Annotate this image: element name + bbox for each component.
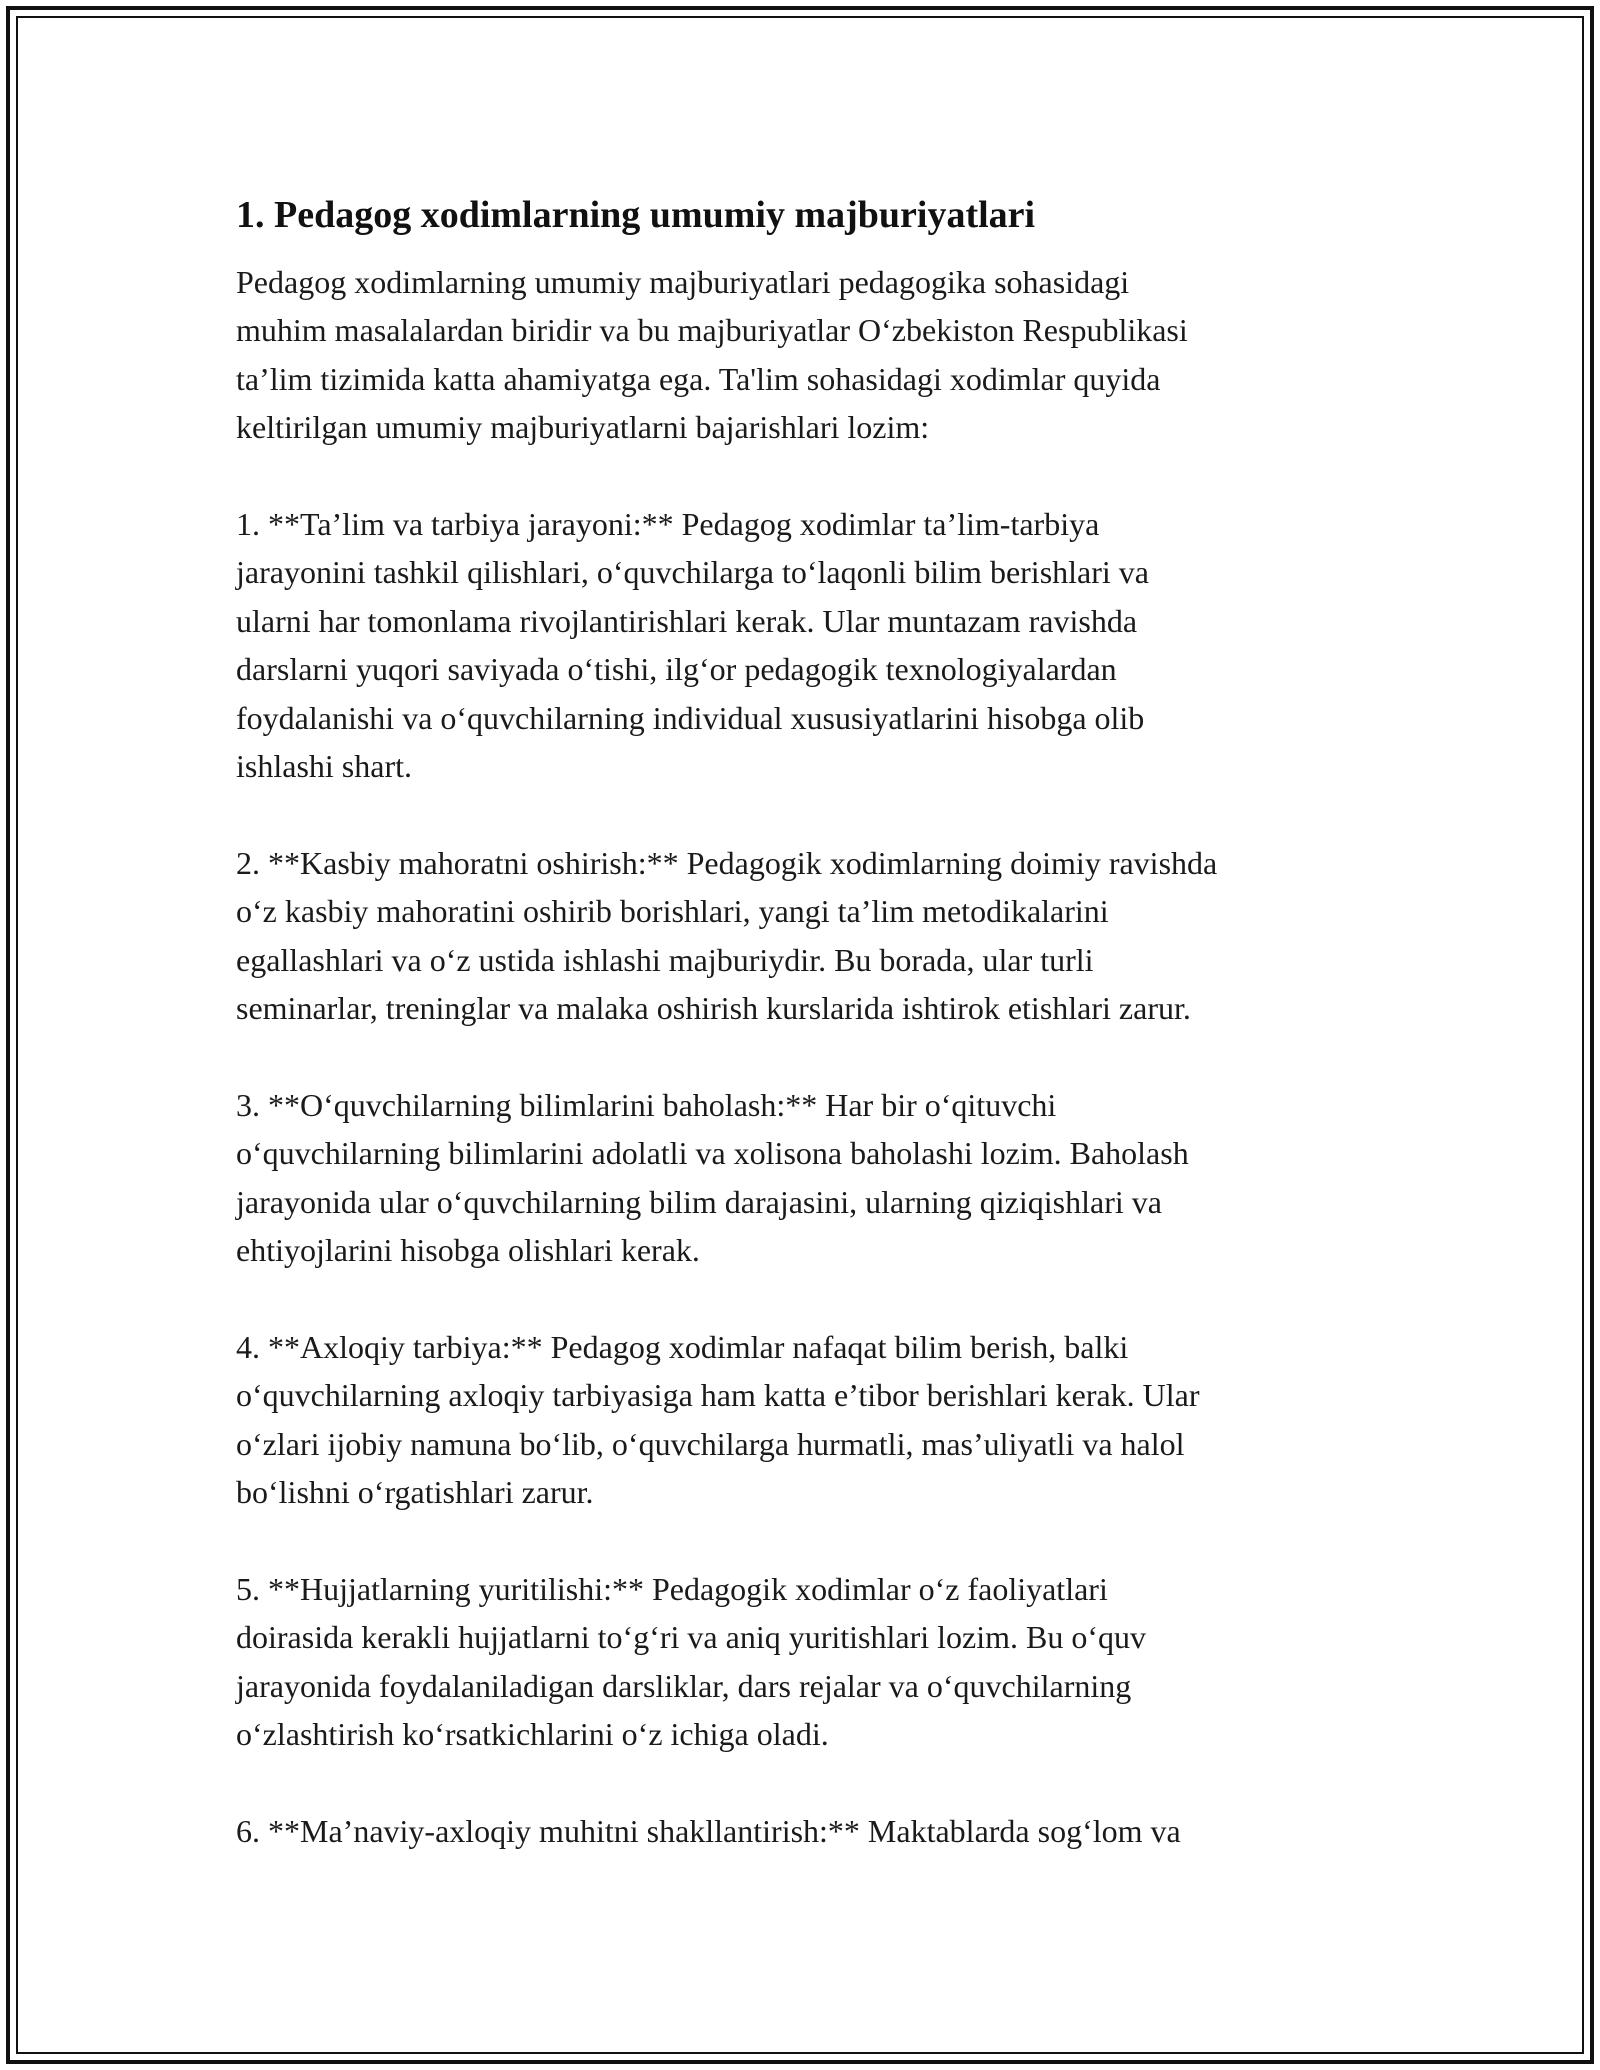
section-item-5: 5. **Hujjatlarning yuritilishi:** Pedagogik xodimlar o‘z faoliyatlari doirasida kerakli hujjatlarni to‘g‘ri va aniq yuritishlari lozim. Bu o‘quv jarayonida foydalaniladigan darsliklar, dars rejalar va o‘quvchilarning o‘zlashtirish ko‘rsatkichlarini o‘z ichiga oladi.: [236, 1570, 1146, 1753]
section-item-4: 4. **Axloqiy tarbiya:** Pedagog xodimlar nafaqat bilim berish, balki o‘quvchilarning axloqiy tarbiyasiga ham katta e’tibor berishlari kerak. Ular o‘zlari ijobiy namuna bo‘lib, o‘quvchilarga hurmatli, mas’uliyatli va halol bo‘lishni o‘rgatishlari zarur.: [236, 1328, 1200, 1511]
section-item-6: 6. **Ma’naviy-axloqiy muhitni shakllantirish:** Maktablarda sog‘lom va: [236, 1812, 1181, 1849]
intro-paragraph: Pedagog xodimlarning umumiy majburiyatlari pedagogika sohasidagi muhim masalalardan biridir va bu majburiyatlar O‘zbekiston Respublikasi ta’lim tizimida katta ahamiyatga ega. Ta'lim sohasidagi xodimlar quyida keltirilgan umumiy majburiyatlarni bajarishlari lozim:: [236, 264, 1188, 446]
section-item-2: 2. **Kasbiy mahoratni oshirish:** Pedagogik xodimlarning doimiy ravishda o‘z kasbiy mahoratini oshirib borishlari, yangi ta’lim metodikalarini egallashlari va o‘z ustida ishlashi majburiydir. Bu borada, ular turli seminarlar, treninglar va malaka oshirish kurslarida ishtirok etishlari zarur.: [236, 844, 1218, 1027]
document-body: [236, 186, 1386, 1855]
section-item-3: 3. **O‘quvchilarning bilimlarini baholash:** Har bir o‘qituvchi o‘quvchilarning bilimlarini adolatli va xolisona baholashi lozim. Baholash jarayonida ular o‘quvchilarning bilim darajasini, ularning qiziqishlari va ehtiyojlarini hisobga olishlari kerak.: [236, 1086, 1189, 1269]
document-title: 1. Pedagog xodimlarning umumiy majburiyatlari: [236, 194, 1036, 236]
section-item-1: 1. **Ta’lim va tarbiya jarayoni:** Pedagog xodimlar ta’lim-tarbiya jarayonini tashkil qilishlari, o‘quvchilarga to‘laqonli bilim berishlari va ularni har tomonlama rivojlantirishlari kerak. Ular muntazam ravishda darslarni yuqori saviyada o‘tishi, ilg‘or pedagogik texnologiyalardan foydalanishi va o‘quvchilarning individual xususiyatlarini hisobga olib ishlashi shart.: [236, 506, 1149, 785]
